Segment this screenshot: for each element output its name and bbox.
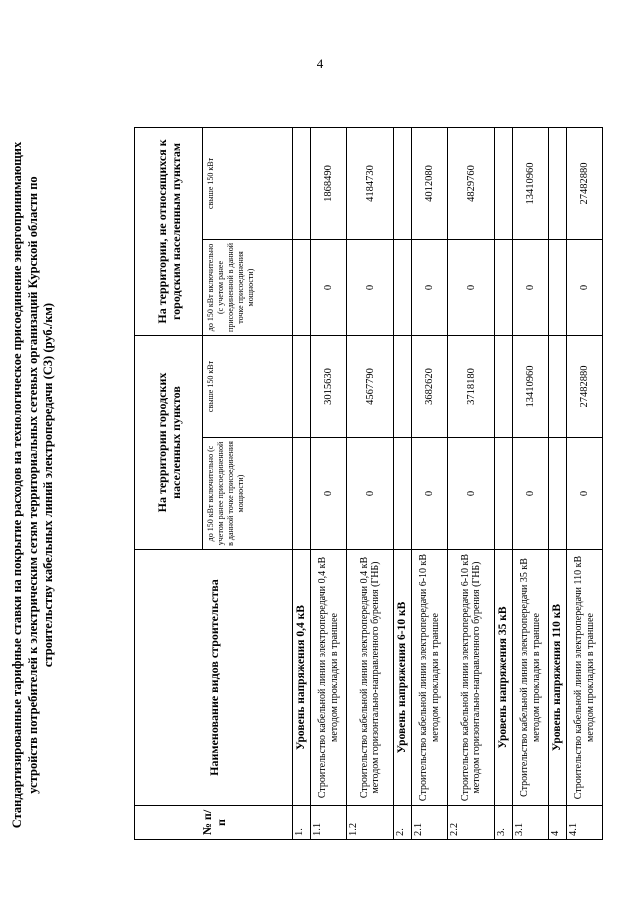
row-value: 3718180 [448, 335, 495, 437]
row-number: 2. [394, 806, 412, 840]
row-value [495, 335, 513, 437]
row-name: Строительство кабельной линии электропередачи 0,4 кВ методом прокладки в траншее [311, 550, 347, 806]
row-name: Уровень напряжения 35 кВ [495, 550, 513, 806]
row-value: 27482880 [567, 127, 603, 239]
header-name: Наименование видов строительства [135, 550, 293, 806]
row-name: Уровень напряжения 110 кВ [549, 550, 567, 806]
table-row [448, 127, 495, 839]
row-value: 3682620 [412, 335, 448, 437]
title-line-3: строительству кабельных линий электропередачи (С3) (руб./км) [41, 302, 55, 668]
row-value: 0 [513, 438, 549, 550]
row-value [549, 438, 567, 550]
row-value [549, 239, 567, 335]
row-name: Строительство кабельной линии электропередачи 110 кВ методом прокладки в траншее [567, 550, 603, 806]
header-num: № п/п [135, 806, 293, 840]
row-value: 0 [448, 239, 495, 335]
row-name: Уровень напряжения 6-10 кВ [394, 550, 412, 806]
header-rural: На территории, не относящихся к городским населенным пунктам [135, 127, 203, 335]
table-row [513, 127, 549, 839]
row-name: Строительство кабельной линии электропередачи 0,4 кВ методом горизонтально-направленного бурения (ГНБ) [347, 550, 394, 806]
row-value: 13410960 [513, 335, 549, 437]
row-value: 3015630 [311, 335, 347, 437]
row-value [293, 438, 311, 550]
row-number: 2.1 [412, 806, 448, 840]
row-value [293, 239, 311, 335]
row-value: 13410960 [513, 127, 549, 239]
row-value [394, 239, 412, 335]
row-value [495, 438, 513, 550]
row-value: 0 [311, 438, 347, 550]
table-row [347, 127, 394, 839]
row-value: 4012080 [412, 127, 448, 239]
row-value [394, 127, 412, 239]
header-rural-upto: до 150 кВт включительно (с учетом ранее присоединенной в данной точке присоединения мощности) [203, 239, 293, 335]
row-value: 0 [567, 438, 603, 550]
table-row [311, 127, 347, 839]
row-value [394, 438, 412, 550]
row-value [495, 127, 513, 239]
page-number: 4 [316, 56, 324, 71]
row-value: 0 [567, 239, 603, 335]
row-value: 0 [412, 239, 448, 335]
row-value [549, 127, 567, 239]
row-number: 4.1 [567, 806, 603, 840]
row-value: 4829760 [448, 127, 495, 239]
row-value: 0 [311, 239, 347, 335]
row-number: 1. [293, 806, 311, 840]
table-row [412, 127, 448, 839]
document-title [10, 75, 57, 895]
row-name: Уровень напряжения 0,4 кВ [293, 550, 311, 806]
row-value: 0 [347, 438, 394, 550]
title-line-1: Стандартизированные тарифные ставки на покрытие расходов на технологическое присоединение энергопринимающих [10, 141, 24, 829]
table-row-level [549, 127, 567, 839]
row-number: 2.2 [448, 806, 495, 840]
row-number: 1.2 [347, 806, 394, 840]
header-urban-over: свыше 150 кВт [203, 335, 293, 437]
row-number: 3. [495, 806, 513, 840]
row-number: 1.1 [311, 806, 347, 840]
row-name: Строительство кабельной линии электропередачи 35 кВ методом прокладки в траншее [513, 550, 549, 806]
row-name: Строительство кабельной линии электропередачи 6-10 кВ методом горизонтально-направленного бурения (ГНБ) [448, 550, 495, 806]
table-row-level [495, 127, 513, 839]
rotated-document-body [10, 75, 596, 895]
row-value: 4567790 [347, 335, 394, 437]
row-value: 1868490 [311, 127, 347, 239]
table-row-level [394, 127, 412, 839]
row-value: 27482880 [567, 335, 603, 437]
row-value [293, 127, 311, 239]
row-value [293, 335, 311, 437]
row-value: 0 [448, 438, 495, 550]
header-rural-over: свыше 150 кВт [203, 127, 293, 239]
table-row [567, 127, 603, 839]
header-urban-upto: до 150 кВт включительно (с учетом ранее присоединенной в данной точке присоединения мощности) [203, 438, 293, 550]
header-urban: На территории городских населенных пунктов [135, 335, 203, 549]
tariff-table [134, 127, 603, 840]
row-value: 4184730 [347, 127, 394, 239]
title-line-2: устройств потребителей к электрическим сетям территориальных сетевых организаций Курской области по [25, 176, 40, 794]
row-number: 3.1 [513, 806, 549, 840]
row-value: 0 [412, 438, 448, 550]
row-number: 4 [549, 806, 567, 840]
row-name: Строительство кабельной линии электропередачи 6-10 кВ методом прокладки в траншее [412, 550, 448, 806]
table-row-level [293, 127, 311, 839]
row-value: 0 [347, 239, 394, 335]
row-value [495, 239, 513, 335]
row-value: 0 [513, 239, 549, 335]
table-body [293, 127, 603, 839]
row-value [549, 335, 567, 437]
row-value [394, 335, 412, 437]
